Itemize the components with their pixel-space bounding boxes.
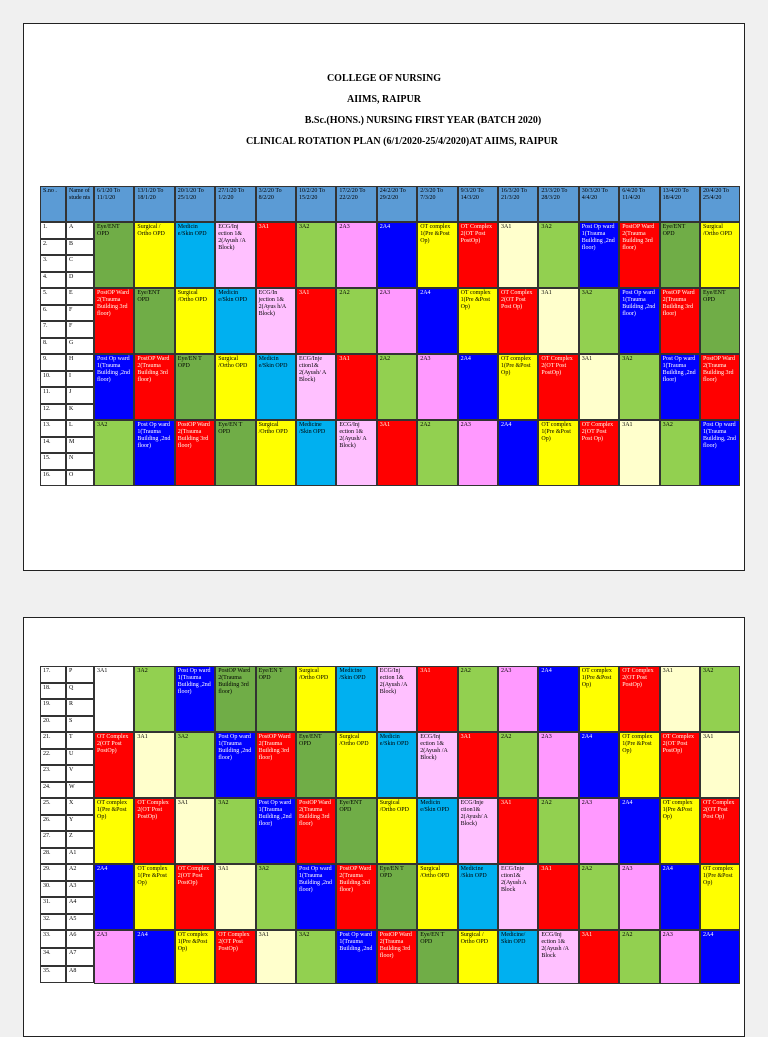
rotation-cell: Eye/ENT OPD [94,222,134,288]
student-name-cell: L [66,420,94,437]
column-header-period: 30/3/20 To 4/4/20 [579,186,619,222]
rotation-cell: Eye/EN T OPD [377,864,417,930]
rotation-cell: 2A2 [498,732,538,798]
student-name-cell: G [66,338,94,355]
rotation-cell: OT complex 1(Pre &Post Op) [94,798,134,864]
serial-number-cell: 3. [40,255,66,272]
student-name-cell: A [66,222,94,239]
rotation-cell: Post Op ward 1(Trauma Building, 2nd floor) [700,420,740,486]
rotation-cell: ECG/Inje ction1& 2(Ayush/ A Block) [458,798,498,864]
rotation-cell: 2A3 [660,930,700,984]
rotation-cell: Post Op ward 1(Trauma Building ,2nd floor) [134,420,174,486]
student-name-cell: D [66,272,94,289]
rotation-cell: PostOP Ward 2(Trauma Building 3rd floor) [660,288,700,354]
rotation-cell: 3A1 [498,222,538,288]
student-name-cell: M [66,437,94,454]
rotation-cell: 3A1 [458,732,498,798]
rotation-cell: 3A2 [700,666,740,732]
student-name-cell: T [66,732,94,749]
rotation-cell: 3A1 [417,666,457,732]
column-header-period: 9/3/20 To 14/3/20 [458,186,498,222]
student-name-cell: O [66,470,94,487]
rotation-cell: OT complex 1(Pre &Post Op) [458,288,498,354]
rotation-cell: Eye/ENT OPD [296,732,336,798]
rotation-cell: Surgical /Ortho OPD [296,666,336,732]
rotation-cell: Medicine/ Skin OPD [498,930,538,984]
rotation-cell: Surgical /Ortho OPD [417,864,457,930]
rotation-cell: Post Op ward 1(Trauma Building ,2nd floor) [175,666,215,732]
rotation-cell: 3A1 [498,798,538,864]
rotation-cell: Post Op ward 1(Trauma Building ,2nd [336,930,376,984]
rotation-cell: 2A4 [458,354,498,420]
serial-number-cell: 17. [40,666,66,683]
rotation-cell: 2A4 [700,930,740,984]
rotation-cell: 2A3 [538,732,578,798]
rotation-cell: 3A1 [619,420,659,486]
rotation-cell: OT Complex 2(OT Post Post Op) [579,420,619,486]
rotation-cell: 3A2 [660,420,700,486]
rotation-cell: Surgical /Ortho OPD [215,354,255,420]
serial-number-cell: 12. [40,404,66,421]
student-name-cell: I [66,371,94,388]
student-name-cell: A6 [66,930,94,948]
serial-number-cell: 21. [40,732,66,749]
serial-number-cell: 22. [40,749,66,766]
serial-number-cell: 13. [40,420,66,437]
rotation-cell: 2A3 [619,864,659,930]
rotation-cell: 2A4 [417,288,457,354]
document-header [24,70,744,150]
serial-number-cell: 30. [40,881,66,898]
serial-number-cell: 5. [40,288,66,305]
rotation-cell: 3A1 [377,420,417,486]
rotation-cell: Medicine /Skin OPD [296,420,336,486]
serial-number-cell: 6. [40,305,66,322]
serial-number-cell: 32. [40,914,66,931]
student-name-cell: A2 [66,864,94,881]
rotation-cell: ECG/Inj ection 1& 2(Ayush /A Block) [215,222,255,288]
rotation-cell: OT complex 1(Pre &Post Op) [498,354,538,420]
rotation-cell: Medicine /Skin OPD [458,864,498,930]
column-header-period: 23/3/20 To 28/3/20 [538,186,578,222]
column-header-period: 3/2/20 To 8/2/20 [256,186,296,222]
rotation-cell: ECG/Inje ction1& 2(Ayush A Block [498,864,538,930]
column-header-period: 20/1/20 To 25/1/20 [175,186,215,222]
rotation-cell: OT Complex 2(OT Post PostOp) [215,930,255,984]
rotation-cell: 2A3 [377,288,417,354]
rotation-cell: OT complex 1(Pre &Post Op) [175,930,215,984]
document-page-1 [23,23,745,571]
rotation-cell: Surgical / Ortho OPD [134,222,174,288]
rotation-cell: 2A4 [498,420,538,486]
rotation-cell: Surgical /Ortho OPD [377,798,417,864]
rotation-cell: Post Op ward 1(Trauma Building ,2nd floor) [660,354,700,420]
student-name-cell: N [66,453,94,470]
rotation-cell: 3A1 [175,798,215,864]
rotation-cell: Eye/ENT OPD [700,288,740,354]
column-header-period: 10/2/20 To 15/2/20 [296,186,336,222]
rotation-cell: Surgical /Ortho OPD [700,222,740,288]
serial-number-cell: 10. [40,371,66,388]
rotation-cell: Surgical /Ortho OPD [175,288,215,354]
rotation-cell: 3A1 [256,222,296,288]
serial-number-cell: 1. [40,222,66,239]
student-name-cell: E [66,288,94,305]
rotation-cell: Medicin e/Skin OPD [256,354,296,420]
student-name-cell: K [66,404,94,421]
rotation-cell: OT complex 1(Pre &Post Op) [700,864,740,930]
column-header-period: 27/1/20 To 1/2/20 [215,186,255,222]
rotation-cell: PostOP Ward 2(Trauma Building 3rd floor) [215,666,255,732]
rotation-cell: 3A2 [215,798,255,864]
student-name-cell: A1 [66,848,94,865]
serial-number-cell: 19. [40,699,66,716]
rotation-cell: 3A2 [134,666,174,732]
rotation-cell: 3A1 [336,354,376,420]
column-header-period: 6/1/20 To 11/1/20 [94,186,134,222]
column-header-period: 17/2/20 To 22/2/20 [336,186,376,222]
serial-number-cell: 16. [40,470,66,487]
student-name-cell: A5 [66,914,94,931]
rotation-cell: Medicin e/Skin OPD [215,288,255,354]
rotation-cell: 3A2 [256,864,296,930]
student-name-cell: W [66,782,94,799]
rotation-cell: Eye/EN T OPD [417,930,457,984]
rotation-cell: 3A2 [94,420,134,486]
rotation-cell: ECG/Inj ection 1& 2(Ayush/ A Block) [336,420,376,486]
rotation-cell: OT Complex 2(OT Post Post Op) [498,288,538,354]
student-name-cell: Y [66,815,94,832]
rotation-cell: OT Complex 2(OT Post PostOp) [660,732,700,798]
student-name-cell: B [66,239,94,256]
rotation-cell: ECG/Inj ection 1& 2(Ayush /A Block) [377,666,417,732]
student-name-cell: J [66,387,94,404]
student-name-cell: P [66,666,94,683]
rotation-cell: OT complex 1(Pre &Post Op) [660,798,700,864]
rotation-cell: 2A4 [377,222,417,288]
rotation-cell: ECG/Inj ection 1& 2(Ayush /A Block [538,930,578,984]
serial-number-cell: 26. [40,815,66,832]
rotation-cell: ECG/Inje ction1& 2(Ayush/ A Block) [296,354,336,420]
rotation-cell: 2A3 [458,420,498,486]
document-page-2 [23,617,745,1037]
rotation-cell: Post Op ward 1(Trauma Building ,2nd floor) [94,354,134,420]
rotation-cell: Post Op ward 1(Trauma Building ,2nd floor) [256,798,296,864]
rotation-cell: OT complex 1(Pre &Post Op) [579,666,619,732]
rotation-cell: 3A1 [296,288,336,354]
rotation-cell: PostOP Ward 2(Trauma Building 3rd floor) [377,930,417,984]
rotation-cell: 3A2 [296,930,336,984]
serial-number-cell: 27. [40,831,66,848]
serial-number-cell: 20. [40,716,66,733]
rotation-cell: PostOP Ward 2(Trauma Building 3rd floor) [94,288,134,354]
rotation-cell: 3A1 [660,666,700,732]
rotation-cell: OT complex 1(Pre &Post Op) [538,420,578,486]
rotation-cell: Post Op ward 1(Trauma Building ,2nd floor) [296,864,336,930]
student-name-cell: V [66,765,94,782]
column-header-period: 2/3/20 To 7/3/20 [417,186,457,222]
rotation-cell: OT Complex 2(OT Post PostOp) [458,222,498,288]
serial-number-cell: 24. [40,782,66,799]
serial-number-cell: 11. [40,387,66,404]
college-title: COLLEGE OF NURSING [326,73,442,84]
student-name-cell: U [66,749,94,766]
rotation-cell: OT Complex 2(OT Post PostOp) [538,354,578,420]
student-name-cell: C [66,255,94,272]
serial-number-cell: 23. [40,765,66,782]
rotation-cell: Eye/EN T OPD [256,666,296,732]
column-header-period: 24/2/20 To 29/2/20 [377,186,417,222]
rotation-cell: 3A1 [94,666,134,732]
rotation-cell: PostOP Ward 2(Trauma Building 3rd floor) [296,798,336,864]
serial-number-cell: 31. [40,897,66,914]
serial-number-cell: 4. [40,272,66,289]
rotation-cell: 2A2 [336,288,376,354]
student-name-cell: A3 [66,881,94,898]
column-header-name: Name of stude nts [66,186,94,222]
rotation-cell: Post Op ward 1(Trauma Building ,2nd floor) [579,222,619,288]
rotation-cell: 2A3 [498,666,538,732]
rotation-cell: Surgical /Ortho OPD [336,732,376,798]
rotation-cell: 3A2 [296,222,336,288]
rotation-cell: 2A4 [94,864,134,930]
rotation-cell: OT Complex 2(OT Post PostOp) [94,732,134,798]
serial-number-cell: 29. [40,864,66,881]
serial-number-cell: 25. [40,798,66,815]
rotation-cell: 2A3 [579,798,619,864]
column-header-period: 13/1/20 To 18/1/20 [134,186,174,222]
rotation-cell: Medicin e/Skin OPD [175,222,215,288]
serial-number-cell: 18. [40,683,66,700]
rotation-cell: 2A2 [417,420,457,486]
rotation-cell: 3A1 [256,930,296,984]
column-header-period: 13/4/20 To 18/4/20 [660,186,700,222]
rotation-cell: OT Complex 2(OT Post PostOp) [134,798,174,864]
serial-number-cell: 28. [40,848,66,865]
rotation-cell: 2A4 [134,930,174,984]
column-header-period: 20/4/20 To 25/4/20 [700,186,740,222]
column-header-period: 16/3/20 To 21/3/20 [498,186,538,222]
rotation-cell: 3A1 [538,864,578,930]
student-name-cell: Z [66,831,94,848]
serial-number-cell: 9. [40,354,66,371]
rotation-cell: 2A4 [660,864,700,930]
rotation-cell: OT complex 1(Pre &Post Op) [134,864,174,930]
rotation-cell: OT Complex 2(OT Post PostOp) [175,864,215,930]
rotation-cell: 2A2 [619,930,659,984]
rotation-cell: PostOP Ward 2(Trauma Building 3rd floor) [336,864,376,930]
rotation-cell: 2A3 [336,222,376,288]
serial-number-cell: 2. [40,239,66,256]
rotation-cell: Eye/EN T OPD [215,420,255,486]
column-header-period: 6/4/20 To 11/4/20 [619,186,659,222]
rotation-cell: PostOP Ward 2(Trauma Building 3rd floor) [134,354,174,420]
rotation-cell: 3A1 [215,864,255,930]
rotation-cell: 3A2 [619,354,659,420]
rotation-cell: Medicin e/Skin OPD [417,798,457,864]
student-name-cell: A8 [66,966,94,984]
rotation-cell: Medicine /Skin OPD [336,666,376,732]
rotation-cell: 2A4 [538,666,578,732]
rotation-cell: PostOP Ward 2(Trauma Building 3rd floor) [175,420,215,486]
table-blank-area [40,486,740,520]
student-name-cell: F [66,321,94,338]
student-name-cell: F [66,305,94,322]
rotation-cell: 3A2 [538,222,578,288]
rotation-cell: 3A2 [175,732,215,798]
serial-number-cell: 34. [40,948,66,966]
rotation-cell: Eye/ENT OPD [660,222,700,288]
rotation-cell: PostOP Ward 2(Trauma Building 3rd floor) [256,732,296,798]
rotation-cell: 2A2 [458,666,498,732]
rotation-cell: Post Op ward 1(Trauma Building ,2nd floor) [215,732,255,798]
rotation-cell: Eye/EN T OPD [175,354,215,420]
student-name-cell: Q [66,683,94,700]
column-header-sno: S.no . [40,186,66,222]
course-title: B.Sc.(HONS.) NURSING FIRST YEAR (BATCH 2020) [304,115,542,126]
rotation-cell: Eye/ENT OPD [336,798,376,864]
institute-title: AIIMS, RAIPUR [347,94,421,105]
serial-number-cell: 33. [40,930,66,948]
rotation-cell: 2A3 [94,930,134,984]
rotation-cell: 3A1 [538,288,578,354]
rotation-cell: 3A1 [579,930,619,984]
plan-title: CLINICAL ROTATION PLAN (6/1/2020-25/4/2020)AT AIIMS, RAIPUR [245,136,559,147]
rotation-cell: OT complex 1(Pre &Post Op) [417,222,457,288]
rotation-cell: 3A2 [579,288,619,354]
serial-number-cell: 8. [40,338,66,355]
rotation-cell: ECG/In jection 1& 2(Ayus h/A Block) [256,288,296,354]
student-name-cell: X [66,798,94,815]
student-name-cell: H [66,354,94,371]
rotation-cell: PostOP Ward 2(Trauma Building 3rd floor) [700,354,740,420]
rotation-cell: 2A2 [377,354,417,420]
rotation-cell: Surgical / Ortho OPD [458,930,498,984]
rotation-cell: OT Complex 2(OT Post Post Op) [700,798,740,864]
rotation-cell: Post Op ward 1(Trauma Building ,2nd floor) [619,288,659,354]
rotation-cell: 2A2 [538,798,578,864]
serial-number-cell: 35. [40,966,66,984]
rotation-cell: 3A1 [579,354,619,420]
rotation-cell: 2A4 [579,732,619,798]
rotation-cell: OT Complex 2(OT Post PostOp) [619,666,659,732]
rotation-cell: PostOP Ward 2(Trauma Building 3rd floor) [619,222,659,288]
student-name-cell: R [66,699,94,716]
student-name-cell: A7 [66,948,94,966]
serial-number-cell: 14. [40,437,66,454]
rotation-cell: Eye/ENT OPD [134,288,174,354]
rotation-cell: Surgical /Ortho OPD [256,420,296,486]
student-name-cell: S [66,716,94,733]
rotation-cell: 2A3 [417,354,457,420]
serial-number-cell: 15. [40,453,66,470]
rotation-cell: 3A1 [700,732,740,798]
rotation-cell: 2A4 [619,798,659,864]
rotation-cell: Medicin e/Skin OPD [377,732,417,798]
serial-number-cell: 7. [40,321,66,338]
rotation-cell: 2A2 [579,864,619,930]
rotation-cell: 3A1 [134,732,174,798]
rotation-cell: ECG/Inj ection 1& 2(Ayush /A Block) [417,732,457,798]
student-name-cell: A4 [66,897,94,914]
rotation-cell: OT complex 1(Pre &Post Op) [619,732,659,798]
